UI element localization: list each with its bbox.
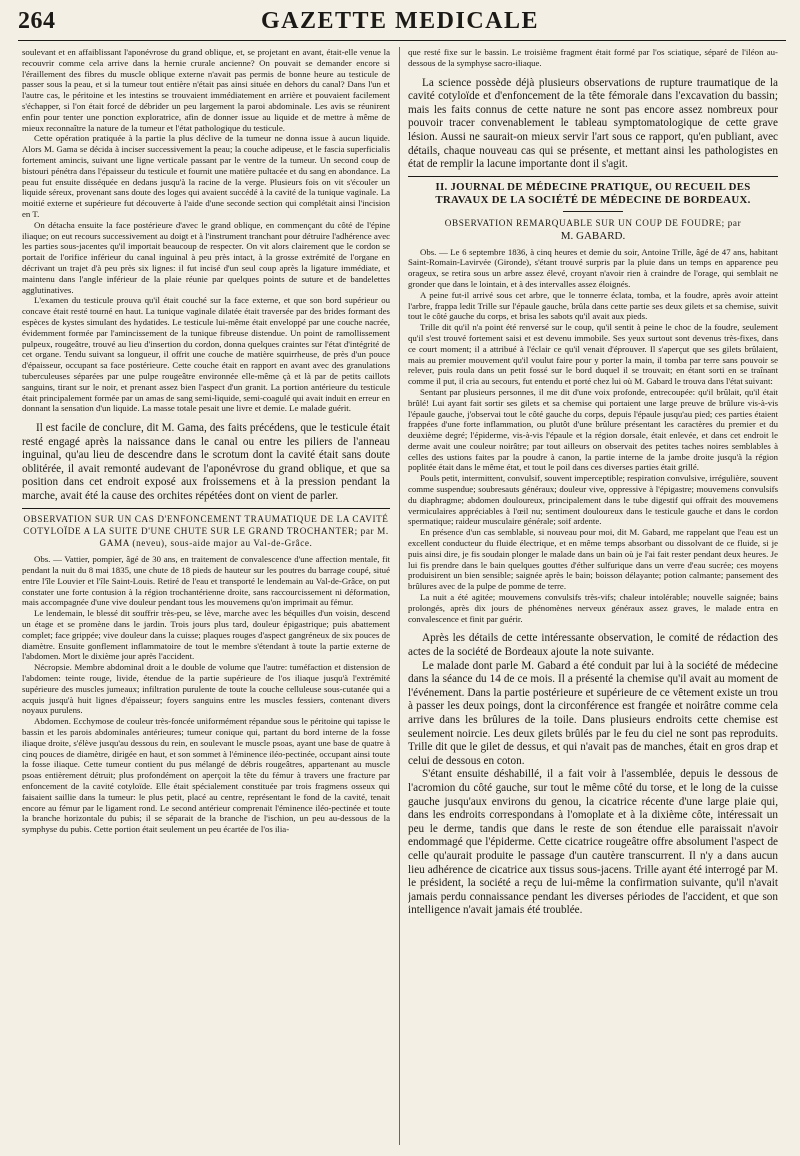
paragraph: Pouls petit, intermittent, convulsif, souvent imperceptible; respiration convulsive, irrégulière, souvent comme suspendue; soubresauts généraux; douleur vive, oppressive à l'épigastre; mouvemens convulsifs du diaphragme; abdomen douloureux, principalement dans le tube digestif qui offrait des mouvemens vermiculaires appréciables à l'œil nu; sentiment douloureux dans le testicule gauche et dans le cordon spermatique; raideur musculaire générale; soif ardente. bbox=[408, 473, 778, 527]
paragraph: A peine fut-il arrivé sous cet arbre, que le tonnerre éclata, tomba, et la foudre, après avoir atteint l'arbre, frappa ledit Trille sur l'épaule gauche, brûla dans cette partie ses deux gilets et sa chemise, suivit tout le côté gauche du corps, et brisa les sabots qu'il avait aux pieds. bbox=[408, 289, 778, 322]
paragraph: Sentant par plusieurs personnes, il me dit d'une voix profonde, entrecoupée: qu'il brûlait, qu'il était brûlé! Lui ayant fait sortir ses gilets et sa chemise qui portaient une large preuve de brûlure vis-à-vis l'épaule gauche, j'observai tout le côté gauche du corps, depuis l'épaule jusqu'au pied; ces parties étaient frappées d'une forte inflammation, ou plutôt d'une brûlure présentant les caractères du premier et du deuxième degré; l'épiderme, vis-à-vis l'épaule et la région dorsale, était enlevée, et dans cet endroit le derme avait une couleur noirâtre; par tout ailleurs on observait des petites taches noires semblables à celles des ustions faites par la poudre à canon, la partie interne de la jambe droite jusqu'à la région poplitée était dans le même état, et tout le poil dans ces diverses parties était grillé. bbox=[408, 386, 778, 473]
title-rule bbox=[563, 211, 623, 212]
paragraph: Obs. — Le 6 septembre 1836, à cinq heures et demie du soir, Antoine Trille, âgé de 47 ans, habitant Saint-Romain-Lavirvée (Gironde), s'étant trouvé surpris par la pluie dans un temps en apparence peu orageux, se retira sous un arbre assez élevé, croyant n'avoir rien à craindre de l'orage, qui semblait ne gronder que dans le lointain, et à des intervalles assez éloignés. bbox=[408, 246, 778, 289]
section-title: II. JOURNAL DE MÉDECINE PRATIQUE, OU RECUEIL DES TRAVAUX DE LA SOCIÉTÉ DE MÉDECINE DE BORDEAUX. bbox=[435, 180, 751, 206]
spacer bbox=[22, 414, 390, 422]
section-rule bbox=[22, 508, 390, 509]
paragraph: Le lendemain, le blessé dit souffrir très-peu, se lève, marche avec les béquilles d'un voisin, descend un étage et se promène dans le jardin. Trois jours plus tard, douleur épigastrique; puis abattement complet; face grippée; vive douleur dans la cuisse; plaques rouges d'aspect gangréneux de six pouces de diamètre. Ensuite gonflement inflammatoire de tout le membre s'étendant à toute la partie externe de l'abdomen. Mort le dixième jour après l'accident. bbox=[22, 608, 390, 662]
paragraph: La science possède déjà plusieurs observations de rupture traumatique de la cavité cotyloïde et d'enfoncement de la tête fémorale dans l'excavation du bassin; mais les faits connus de cette nature ne sont pas encore assez nombreux pour pouvoir tracer convenablement le tableau symptomatologique de cette grave lésion. Aussi ne saurait-on mieux servir l'art sous ce rapport, qu'en publiant, avec détails, chaque nouveau cas qui se présente, et mettant ainsi les pathologistes en état de remplir la lacune importante dont il s'agit. bbox=[408, 76, 778, 171]
paragraph: Abdomen. Ecchymose de couleur très-foncée uniformément répandue sous le péritoine qui tapisse le bassin et les parois abdominales antérieures; tumeur conique qui, partant du bord interne de la fosse iliaque droite, s'élève jusqu'au dessous du rein, en soulevant le muscle psoas, ayant une base de quatre à cinq pouces de diamètre, dirigée en haut, et son sommet à l'éminence iléo-pectinée, occupant ainsi toute la fosse iliaque. Cette tumeur contient du pus mélangé de débris rougeâtres, appartenant au muscle psoas entièrement détruit; plus profondément on aperçoit la tête du fémur à travers une fracture par enfoncement de la cavité cotyloïde. Elle était spécialement constituée par trois fragmens osseux qui faisaient saillie dans la tumeur: le plus petit, placé au centre, représentant le fond de la cavité, tenait encore au fémur par le ligament rond. Le second antérieur comprenait l'éminence iléo-pectinée et toute la branche horizontale du pubis; il se séparait de la branche de l'ischion, un peu au-dessous de la symphyse du pubis. Cette portion était seulement un peu écartée de l'os ilia- bbox=[22, 716, 390, 835]
paragraph: S'étant ensuite déshabillé, il a fait voir à l'assemblée, depuis le dessous de l'acromion du côté gauche, sur tout le même côté du torse, et le long de la cuisse gauche jusqu'aux environs du genou, la cicatrice récente d'une large plaie qui, dans les endroits correspondans à l'omoplate et à la dixième côte, intéressait un peu le derme, tandis que dans le reste de son étendue elle paraissait n'avoir endommagé que l'épiderme. Cette cicatrice rougeâtre offre absolument l'aspect de celle qu'aurait produite le passage d'un cautère transcurrent. Il n'y a dans aucun lieu adhérence de cicatrice aux tissus sous-jacens. Trille ayant été interrogé par M. le président, la société a reçu de lui-même la confirmation suivante, qu'il n'avait jamais perdu connaissance pendant les diverses périodes de l'accident, et que son intelligence n'avait jamais été troublée. bbox=[408, 768, 778, 917]
observation-title: OBSERVATION SUR UN CAS D'ENFONCEMENT TRAUMATIQUE DE LA CAVITÉ COTYLOÏDE A LA SUITE D'UNE CHUTE SUR LE GRAND TROCHANTER; par M. GAMA (neveu), sous-aide major au Val-de-Grâce. bbox=[23, 513, 389, 549]
paragraph: La nuit a été agitée; mouvemens convulsifs très-vifs; chaleur intolérable; nouvelle saignée; bains prolongés, après dix jours de phénomènes nerveux généraux assez graves, le malade entra en convalescence et finit par guérir. bbox=[408, 592, 778, 624]
paragraph: Nécropsie. Membre abdominal droit a le double de volume que l'autre: tuméfaction et distension de l'abdomen: teinte rouge, livide, étendue de la partie supérieure de l'os iliaque jusqu'à l'extrémité supérieure des muscles jumeaux; infiltration purulente de toute la couche celluleuse sous-cutanée qui a acquis jusqu'à huit lignes d'épaisseur; foyers sanguins entre les muscles fessiers, contenant divers noyaux purulens. bbox=[22, 662, 390, 716]
page-header bbox=[0, 0, 800, 44]
paragraph: que resté fixe sur le bassin. Le troisième fragment était formé par l'os sciatique, séparé de l'iléon au-dessous de la symphyse sacro-iliaque. bbox=[408, 47, 778, 68]
paragraph: soulevant et en affaiblissant l'aponévrose du grand oblique, et, se projetant en avant, était-elle venue la recouvrir comme cela arrive dans la hernie crurale ancienne? On pouvait se demander encore si l'éraillement des fibres du muscle oblique externe n'avait pas permis de bonne heure au testicule de passer sous la peau, et si la tumeur tout entière n'était pas ainsi située en dehors du canal? Dans l'un et l'autre cas, le péritoine et les intestins se trouvaient immédiatement en arrière et pouvaient facilement s'échapper, si l'on était forcé de débrider un peu largement la paroi abdominale. Les avis se réunirent enfin pour tenter une ponction exploratrice, afin de donner issue au liquide et de mettre à même de mieux reconnaître la nature de la tumeur et l'état pathologique du testicule. bbox=[22, 47, 390, 133]
paragraph: L'examen du testicule prouva qu'il était couché sur la face externe, et que son bord supérieur ou concave était resté tourné en haut. La tunique vaginale dilatée était traversée par des brides formant des espèces de kystes simulant des hydatides. Le testicule lui-même était enveloppé par une couche nacrée, évidemment formée par l'amincissement de la tunique fibreuse distendue. Un point de ramollissement pulpeux, rougeâtre, trouvé au lieu d'insertion du cordon, donna quelques craintes sur l'état d'intégrité de cet organe. Tendu suivant sa longueur, il offrit une couche de matière squirrheuse, de près d'un pouce d'épaisseur, occupant sa face postérieure. Cette couche était en rapport en avant avec des granulations tuberculeuses séparées par une pulpe rougeâtre environnée elle-même çà et là par de petits caillots sanguins, tirant sur le noir, et prenant assez bien l'aspect d'un granit. La portion antérieure du testicule était principalement formée par un amas de sang semi-liquide, semi-coagulé qui avait induit en erreur en donnant la sensation d'un liquide. La masse totale pesait une livre et demie. Le malade guérit. bbox=[22, 295, 390, 414]
paragraph: Cette opération pratiquée à la partie la plus déclive de la tumeur ne donna issue à aucun liquide. Alors M. Gama se décida à inciser successivement la peau; la couche adipeuse, et le fascia superficialis fortement amincis, suivant une ligne verticale passant par le ventre de la tumeur. Un second coup de bistouri pénétra dans l'épaisseur du testicule et fournit une matière pultacée et du sang en abondance. La peau fut ensuite disséquée en dedans jusqu'à la racine de la verge. Plusieurs fois on vit s'écouler un liquide séreux, provenant sans doute des loges qui avaient succédé à la cavité de la tunique vaginale. La moitié externe et supérieure fut découverte à l'aide d'une seconde section qui complétait ainsi l'incision en T. bbox=[22, 133, 390, 219]
spacer bbox=[408, 69, 778, 77]
section-rule bbox=[408, 176, 778, 177]
paragraph: Il est facile de conclure, dit M. Gama, des faits précédens, que le testicule était resté engagé après la naissance dans le canal ou entre les piliers de l'anneau inguinal, qu'au lieu de descendre dans le scrotum dont la cavité était sans doute oblitérée, il avait remonté audevant de l'aponévrose du grand oblique, et que sa position dans cet endroit exposé aux froissemens et à la pression pendant la marche, avait été la cause des orchites répétées dont on vient de parler. bbox=[22, 422, 390, 503]
observation-title: OBSERVATION REMARQUABLE SUR UN COUP DE FOUDRE; par bbox=[444, 218, 742, 229]
journal-title: GAZETTE MEDICALE bbox=[260, 8, 540, 34]
paragraph: Le malade dont parle M. Gabard a été conduit par lui à la société de médecine dans la séance du 14 de ce mois. Il a présenté la chemise qu'il avait au moment de l'événement. Dans la partie postérieure et supérieure de ce vêtement existe un trou à passer les deux poings, dont la circonférence est frangée et noirâtre comme cela arrive dans les brûlures de la toile. Dans plusieurs endroits cette chemise est seulement noircie. Les deux gilets brûlés par le feu du ciel ne sont pas reproduits. Trille dit que le gilet de dessus, et qui n'avait pas de manches, était en gros drap et celui de dessous en coton. bbox=[408, 659, 778, 767]
column-divider bbox=[399, 47, 400, 1145]
page-number: 264 bbox=[18, 8, 56, 34]
left-column bbox=[22, 47, 390, 1147]
paragraph: En présence d'un cas semblable, si nouveau pour moi, dit M. Gabard, me rappelant que l'eau est un excellent conducteur du fluide électrique, et en même temps absorbant ou dissolvant de ce fluide, si je puis ainsi dire, je fis soudain plonger le malade dans un bain où je l'ai fait rester pendant deux heures. Je lui fis prendre dans le bain quelques gouttes d'éther sulfurique dans un verre d'eau sucrée; ces moyens produisirent un bien sensible; saignée après le bain; boisson délayante; potion calmante; pansement des brûlures avec de la pulpe de pomme de terre. bbox=[408, 527, 778, 592]
paragraph: Trille dit qu'il n'a point été renversé sur le coup, qu'il sentit à peine le choc de la foudre, seulement qu'il s'est trouvé fortement saisi et est devenu immobile. Ses yeux surtout sont devenus très-fixes, dans ce court moment; il a attribué à l'éclair ce qu'il venait d'éprouver. Il s'aperçut que ses gilets brûlaient, mais au premier mouvement qu'il voulut faire pour y porter la main, il tomba par terre sans pouvoir se relever, puis roula dans un petit fossé sur le bord duquel il se trouvait; en étant sorti en se traînant comme il put, il cria au secours, fut entendu et porté chez lui où M. Gabard le trouva dans l'état suivant: bbox=[408, 322, 778, 387]
paragraph: Obs. — Vattier, pompier, âgé de 30 ans, en traitement de convalescence d'une affection mentale, fit pendant la nuit du 8 mai 1835, une chute de 18 pieds de hauteur sur les poutres du barrage coupé, situé entre l'île Louvier et l'île Saint-Louis. Retiré de l'eau et transporté le lendemain au Val-de-Grâce, on put constater une forte contusion à la région trochantérienne droite, sans raccourcissement ni déformation, mais accompagnée d'une vive douleur pendant tous les mouvemens qu'on imprimait au fémur. bbox=[22, 554, 390, 608]
paragraph: On détacha ensuite la face postérieure d'avec le grand oblique, en commençant du côté de l'épine iliaque; on eut recours successivement au doigt et à l'instrument tranchant pour détruire l'adhérence avec les parties sous-jacentes qu'il importait beaucoup de respecter. On vit alors clairement que le cordon se portait de l'orifice inférieur du canal inguinal à peu près intact, à la grosse extrémité de l'organe en décrivant un trajet d'à peu près six lignes: il fut incisé d'un seul coup après la ligature immédiate, et maintenu dans l'angle inférieur de la plaie réunie par quelques points de suture et de bandelettes agglutinatives. bbox=[22, 219, 390, 295]
header-rule bbox=[18, 40, 786, 41]
observation-author: M. GABARD. bbox=[560, 229, 626, 242]
paragraph: Après les détails de cette intéressante observation, le comité de rédaction des actes de la société de Bordeaux ajoute la note suivante. bbox=[408, 632, 778, 659]
right-column bbox=[408, 47, 778, 1147]
spacer bbox=[408, 624, 778, 632]
